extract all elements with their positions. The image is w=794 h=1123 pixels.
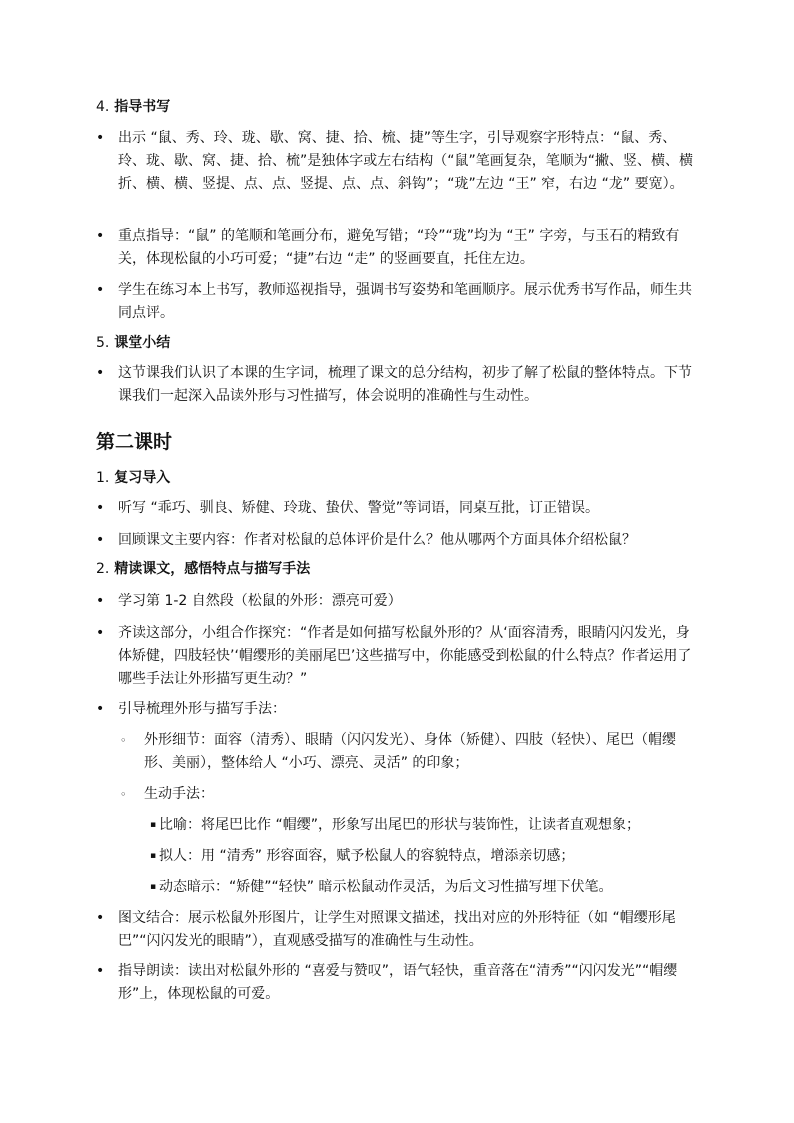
bullet-icon: •: [96, 365, 105, 381]
list-item: • 出示 “鼠、秀、玲、珑、歇、窝、捷、拾、梳、捷”等生字，引导观察字形特点：“鼠、秀、玲、珑、歇、窝、捷、拾、梳”是独体字或左右结构（“鼠”笔画复杂，笔顺为“撇、竖、横、横折、横、横、竖提、点、点、竖提、点、点、斜钩”；“珑”左边 “王” 窄，右边 “龙” 要宽）。: [96, 127, 702, 196]
list-item: • 引导梳理外形与描写手法：: [96, 698, 702, 721]
bullet-icon: •: [96, 228, 105, 244]
lesson-2-section-2-heading: 2. 精读课文，感悟特点与描写手法: [96, 561, 311, 577]
list-item: • 学习第 1-2 自然段（松鼠的外形：漂亮可爱）: [96, 590, 702, 613]
sub-list-item: ◦ 外形细节：面容（清秀）、眼睛（闪闪发光）、身体（矫健）、四肢（轻快）、尾巴（帽缨形、美丽），整体给人 “小巧、漂亮、灵活” 的印象；: [120, 729, 702, 775]
sub-sub-list-item: ▪ 动态暗示：“矫健”“轻快” 暗示松鼠动作灵活，为后文习性描写埋下伏笔。: [150, 876, 710, 899]
bullet-icon: •: [96, 701, 105, 717]
bullet-icon: •: [96, 282, 105, 298]
list-item: • 图文结合：展示松鼠外形图片，让学生对照课文描述，找出对应的外形特征（如 “帽缨形尾巴”“闪闪发光的眼睛”），直观感受描写的准确性与生动性。: [96, 907, 702, 953]
list-item: • 这节课我们认识了本课的生字词，梳理了课文的总分结构，初步了解了松鼠的整体特点。下节课我们一起深入品读外形与习性描写，体会说明的准确性与生动性。: [96, 362, 702, 408]
section-4-heading: 4. 指导书写: [96, 99, 171, 115]
sub-list-item: ◦ 生动手法：: [120, 783, 702, 806]
square-bullet-icon: ▪: [150, 851, 157, 861]
bullet-icon: •: [96, 532, 105, 548]
square-bullet-icon: ▪: [150, 820, 157, 830]
list-item: • 听写 “乖巧、驯良、矫健、玲珑、蛰伏、警觉”等词语，同桌互批，订正错误。: [96, 497, 702, 520]
bullet-icon: •: [96, 500, 105, 516]
list-item: • 指导朗读：读出对松鼠外形的 “喜爱与赞叹”，语气轻快，重音落在“清秀”“闪闪发光”“帽缨形”上，体现松鼠的可爱。: [96, 960, 702, 1006]
bullet-icon: •: [96, 130, 105, 146]
sub-sub-list-item: ▪ 比喻：将尾巴比作 “帽缨”，形象写出尾巴的形状与装饰性，让读者直观想象；: [150, 814, 710, 837]
sub-sub-list-item: ▪ 拟人：用 “清秀” 形容面容，赋予松鼠人的容貌特点，增添亲切感；: [150, 845, 710, 868]
circle-bullet-icon: ◦: [120, 788, 127, 801]
lesson-2-title: 第二课时: [96, 431, 173, 453]
square-bullet-icon: ▪: [150, 882, 157, 892]
bullet-icon: •: [96, 625, 105, 641]
circle-bullet-icon: ◦: [120, 734, 127, 747]
bullet-icon: •: [96, 963, 105, 979]
list-item: • 齐读这部分，小组合作探究：“作者是如何描写松鼠外形的？从‘面容清秀，眼睛闪闪发光，身体矫健，四肢轻快’‘帽缨形的美丽尾巴’这些描写中，你能感受到松鼠的什么特点？作者运用了哪些手法让外形描写更生动？”: [96, 622, 702, 691]
list-item: • 重点指导：“鼠” 的笔顺和笔画分布，避免写错；“玲”“珑”均为 “王” 字旁，与玉石的精致有关，体现松鼠的小巧可爱；“捷”右边 “走” 的竖画要直，托住左边。: [96, 225, 702, 271]
bullet-icon: •: [96, 593, 105, 609]
lesson-2-section-1-heading: 1. 复习导入: [96, 470, 171, 486]
list-item: • 回顾课文主要内容：作者对松鼠的总体评价是什么？他从哪两个方面具体介绍松鼠？: [96, 529, 702, 552]
section-5-heading: 5. 课堂小结: [96, 335, 171, 351]
list-item: • 学生在练习本上书写，教师巡视指导，强调书写姿势和笔画顺序。展示优秀书写作品，师生共同点评。: [96, 279, 702, 325]
bullet-icon: •: [96, 910, 105, 926]
